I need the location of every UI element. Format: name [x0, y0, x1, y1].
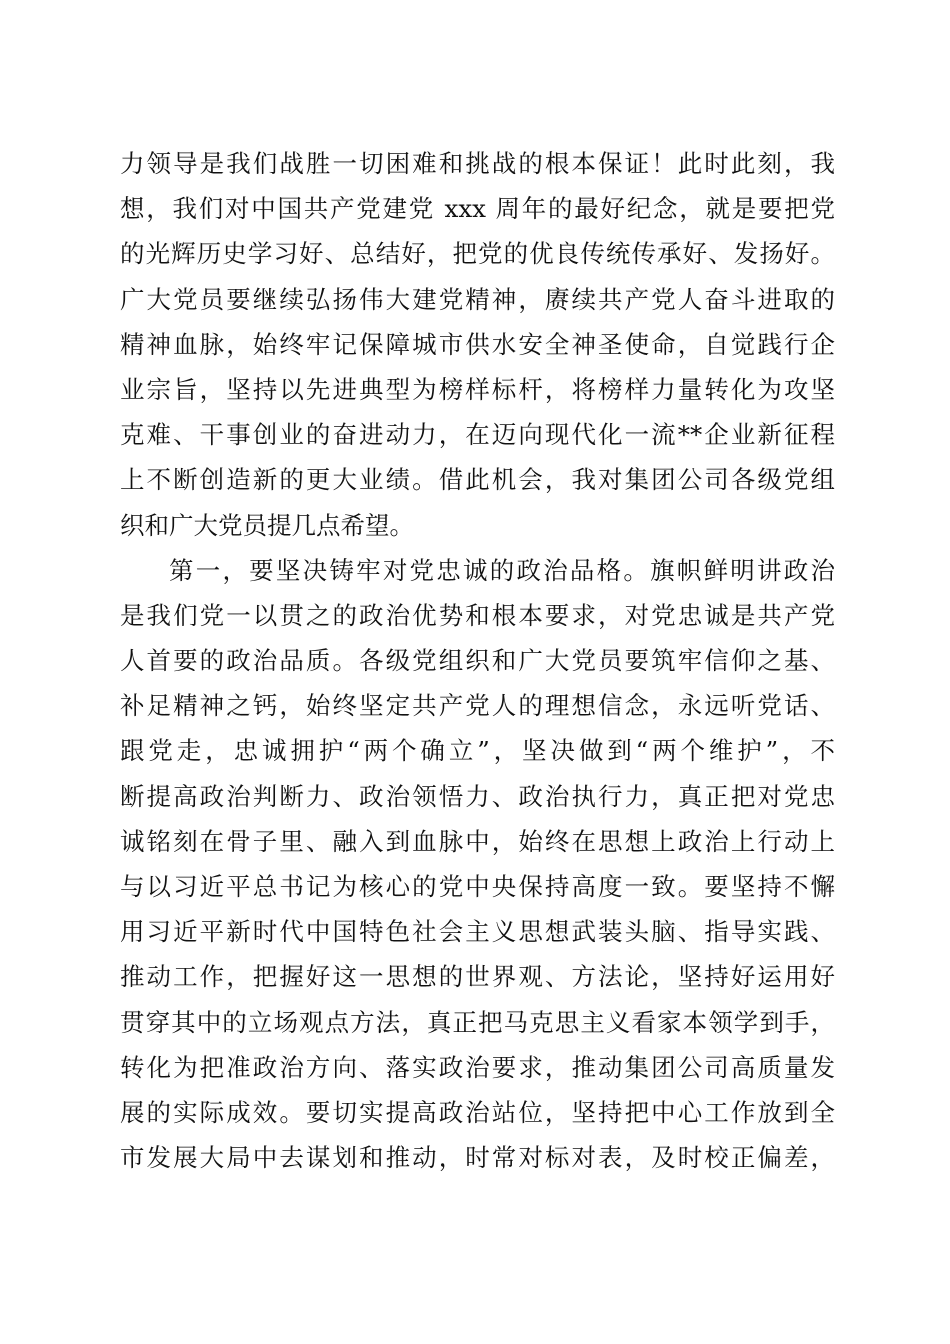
text-line: 织和广大党员提几点希望。	[120, 510, 414, 540]
text-line: 断提高政治判断力、政治领悟力、政治执行力，真正把对党忠	[120, 781, 835, 811]
text-line: 业宗旨，坚持以先进典型为榜样标杆，将榜样力量转化为攻坚	[120, 374, 835, 404]
text-line: 转化为把准政治方向、落实政治要求，推动集团公司高质量发	[120, 1052, 835, 1082]
paragraph-1	[120, 141, 835, 548]
text-line: 第一，要坚决铸牢对党忠诚的政治品格。旗帜鲜明讲政治	[169, 555, 835, 585]
text-line: 精神血脉，始终牢记保障城市供水安全神圣使命，自觉践行企	[120, 329, 835, 359]
text-line: 广大党员要继续弘扬伟大建党精神，赓续共产党人奋斗进取的	[120, 284, 835, 314]
text-line: 贯穿其中的立场观点方法，真正把马克思主义看家本领学到手，	[120, 1007, 835, 1037]
body-text	[120, 141, 835, 1180]
text-line: 想，我们对中国共产党建党 xxx 周年的最好纪念，就是要把党	[120, 194, 835, 224]
text-line: 与以习近平总书记为核心的党中央保持高度一致。要坚持不懈	[120, 872, 835, 901]
text-line: 诚铭刻在骨子里、融入到血脉中，始终在思想上政治上行动上	[120, 826, 835, 856]
text-line: 的光辉历史学习好、总结好，把党的优良传统传承好、发扬好。	[120, 239, 835, 269]
text-line: 推动工作，把握好这一思想的世界观、方法论，坚持好运用好	[120, 962, 835, 992]
text-line: 克难、干事创业的奋进动力，在迈向现代化一流**企业新征程	[120, 420, 835, 450]
text-line: 是我们党一以贯之的政治优势和根本要求，对党忠诚是共产党	[120, 600, 835, 630]
text-line: 补足精神之钙，始终坚定共产党人的理想信念，永远听党话、	[120, 691, 835, 721]
text-line: 力领导是我们战胜一切困难和挑战的根本保证！此时此刻，我	[120, 149, 835, 178]
text-line: 展的实际成效。要切实提高政治站位，坚持把中心工作放到全	[120, 1097, 835, 1127]
paragraph-2	[120, 548, 835, 1181]
text-line: 上不断创造新的更大业绩。借此机会，我对集团公司各级党组	[120, 465, 835, 495]
text-line: 跟党走，忠诚拥护“两个确立”，坚决做到“两个维护”，不	[120, 736, 835, 766]
text-line: 市发展大局中去谋划和推动，时常对标对表，及时校正偏差，	[120, 1143, 835, 1173]
text-line: 用习近平新时代中国特色社会主义思想武装头脑、指导实践、	[120, 917, 835, 947]
text-line: 人首要的政治品质。各级党组织和广大党员要筑牢信仰之基、	[120, 646, 835, 676]
